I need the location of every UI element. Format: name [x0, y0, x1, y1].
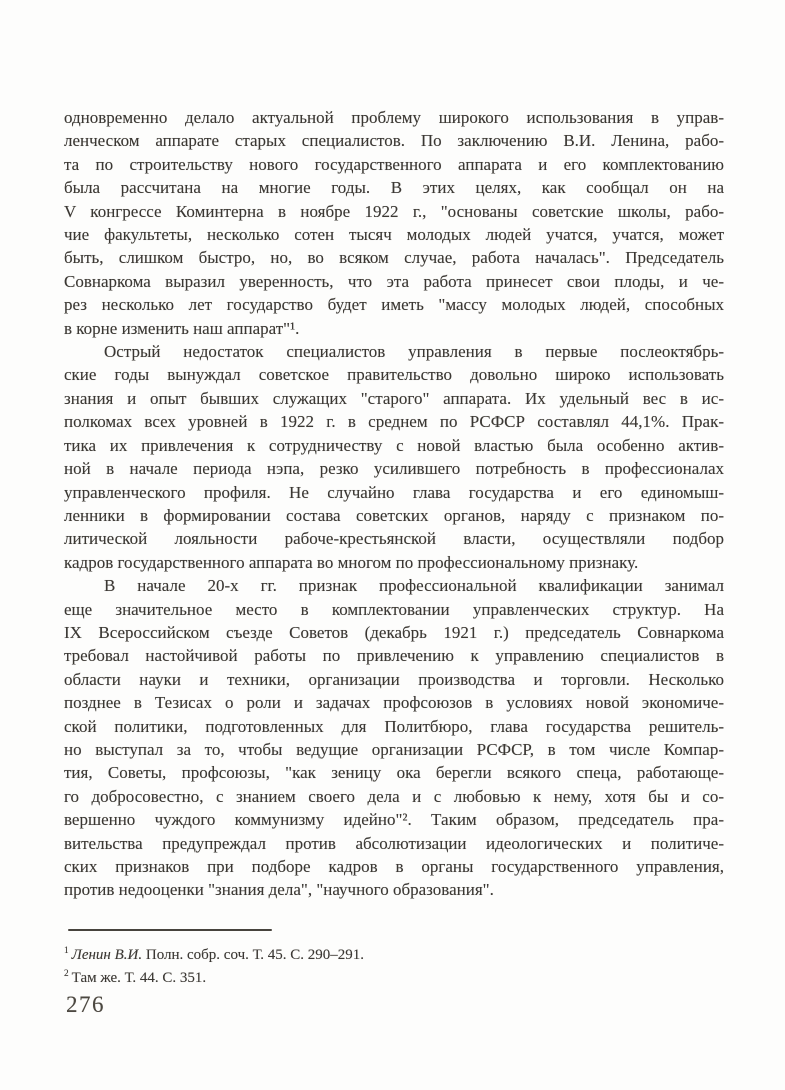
text-line: ских признаков при подборе кадров в органы государственного управления, — [64, 857, 724, 876]
text-line: знания и опыт бывших служащих "старого" аппарата. Их удельный вес в ис- — [64, 388, 724, 408]
text-line: Совнаркома выразил уверенность, что эта работа принесет свои плоды, и че- — [64, 271, 724, 291]
page-number: 276 — [66, 992, 105, 1017]
text-line: литической лояльности рабоче-крестьянской власти, осуществляли подбор — [64, 529, 724, 549]
footnote-author: Ленин В.И. — [71, 947, 146, 963]
text-line: ские годы вынуждал советское правительство довольно широко использовать — [64, 365, 724, 385]
text-line: одновременно делало актуальной проблему широкого использования в управ- — [64, 108, 724, 127]
text-line: вительства предупреждал против абсолютизации идеологических и политиче- — [64, 833, 724, 853]
text-line: еще значительное место в комплектовании управленческих структур. На — [64, 599, 724, 619]
footnote-text: Там же. Т. 44. С. 351. — [71, 970, 207, 986]
footnote — [64, 967, 724, 990]
paragraph — [64, 340, 724, 574]
text-line: быть, слишком быстро, но, во всяком случае, работа началась". Председатель — [64, 248, 724, 268]
text-line: ной в начале периода нэпа, резко усилившего потребность в профессионалах — [64, 459, 724, 479]
text-line: области науки и техники, организации производства и торговли. Несколько — [64, 669, 724, 689]
footnotes — [64, 944, 724, 990]
text-line: была рассчитана на многие годы. В этих целях, как сообщал он на — [64, 178, 724, 198]
text-line: ской политики, подготовленных для Политбюро, глава государства решитель- — [64, 716, 724, 736]
text-line: В начале 20-х гг. признак профессиональной квалификации занимал — [104, 576, 724, 596]
text-line: позднее в Тезисах о роли и задачах профсоюзов в условиях новой экономиче- — [64, 693, 724, 713]
text-line: чие факультеты, несколько сотен тысяч молодых людей учатся, учатся, может — [64, 225, 724, 245]
text-line: го добросовестно, с знанием своего дела и с любовью к нему, хотя бы и со- — [64, 786, 724, 806]
text-block — [64, 106, 724, 902]
text-line: но выступал за то, чтобы ведущие организации РСФСР, в том числе Компар- — [64, 739, 724, 759]
text-line: V конгрессе Коминтерна в ноябре 1922 г., "основаны советские школы, рабо- — [64, 201, 724, 221]
text-line: IX Всероссийском съезде Советов (декабрь 1921 г.) председатель Совнаркома — [64, 622, 724, 642]
paragraph — [64, 106, 724, 340]
text-line: управленческого профиля. Не случайно глава государства и его единомыш- — [64, 482, 724, 502]
text-line: тия, Советы, профсоюзы, "как зеницу ока берегли всякого спеца, работающе- — [64, 763, 724, 783]
text-line: Острый недостаток специалистов управления в первые послеоктябрь- — [104, 342, 724, 362]
text-line: тика их привлечения к сотрудничеству с новой властью была особенно актив- — [64, 435, 724, 455]
text-line: та по строительству нового государственного аппарата и его комплектованию — [64, 154, 724, 174]
paragraph — [64, 574, 724, 902]
footnote-text: Полн. собр. соч. Т. 45. С. 290–291. — [145, 947, 365, 963]
text-line: рез несколько лет государство будет иметь "массу молодых людей, способных — [64, 295, 724, 315]
text-line: вершенно чуждого коммунизму идейно"². Таким образом, председатель пра- — [64, 810, 724, 830]
text-line: ленники в формировании состава советских органов, наряду с признаком по- — [64, 505, 724, 525]
text-line: требовал настойчивой работы по привлечению к управлению специалистов в — [64, 646, 724, 666]
text-line: ленческом аппарате старых специалистов. По заключению В.И. Ленина, рабо- — [64, 131, 724, 151]
footnote — [64, 944, 724, 967]
text-line: против недооценки "знания дела", "научного образования". — [64, 880, 494, 900]
footnote-marker: 2 — [64, 969, 69, 979]
footnote-separator — [68, 929, 272, 931]
text-line: кадров государственного аппарата во многом по профессиональному признаку. — [64, 552, 639, 572]
text-line: в корне изменить наш аппарат"¹. — [64, 318, 300, 338]
footnote-marker: 1 — [64, 946, 69, 956]
text-line: полкомах всех уровней в 1922 г. в среднем по РСФСР составлял 44,1%. Прак- — [64, 412, 724, 432]
